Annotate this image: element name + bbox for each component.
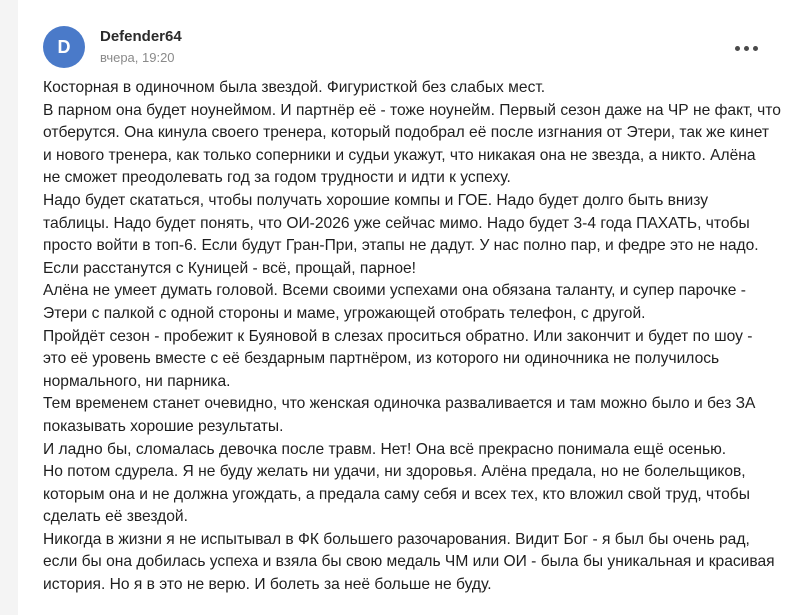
- comment-line: которым она и не должна угождать, а предала саму себя и всех тех, кто вложил свой труд, чтобы: [43, 485, 750, 503]
- comment-line: Надо будет скататься, чтобы получать хорошие компы и ГОЕ. Надо будет долго быть внизу: [43, 191, 709, 209]
- comment-line: Пройдёт сезон - пробежит к Буяновой в слезах проситься обратно. Или закончит и будет по шоу -: [43, 327, 753, 345]
- comment-line: это её уровень вместе с её бездарным партнёром, из которого ни одиночника не получилось: [43, 350, 720, 368]
- comment-line: таблицы. Надо будет понять, что ОИ-2026 уже сейчас мимо. Надо будет 3-4 года ПАХАТЬ, чтобы: [43, 214, 750, 232]
- comment-line: Алёна не умеет думать головой. Всеми своими успехами она обязана таланту, и супер парочке -: [43, 282, 747, 300]
- comment-header: [43, 26, 763, 70]
- more-horizontal-icon[interactable]: [733, 38, 761, 58]
- comment-line: Тем временем станет очевидно, что женская одиночка разваливается и там можно было и без ЗА: [43, 395, 756, 413]
- comment-card: [18, 0, 788, 615]
- comment-text: [43, 77, 781, 597]
- comment-line: показывать хорошие результаты.: [43, 417, 284, 435]
- comment-line: Косторная в одиночном была звездой. Фигуристкой без слабых мест.: [43, 79, 546, 96]
- comment-time: вчера, 19:20: [100, 50, 175, 65]
- comment-line: и нового тренера, как только соперники и судьи укажут, что никакая она не звезда, а никто. Алёна: [43, 146, 756, 164]
- comment-line: история. Но я в это не верю. И болеть за неё больше не буду.: [43, 576, 492, 594]
- comment-line: не сможет преодолевать год за годом трудности и идти к успеху.: [43, 169, 511, 187]
- more-dot: [753, 46, 758, 51]
- comment-line: Этери с палкой с одной стороны и маме, угрожающей отобрать телефон, с другой.: [43, 304, 646, 322]
- more-dot: [744, 46, 749, 51]
- comment-line: просто войти в топ-6. Если будут Гран-При, этапы не дадут. У нас полно пар, и федре это не надо.: [43, 237, 759, 255]
- comment-line: отберутся. Она кинула своего тренера, который подобрал её после изгнания от Этери, так же кинет: [43, 124, 770, 142]
- comment-line: В парном она будет ноунеймом. И партнёр её - тоже ноунейм. Первый сезон даже на ЧР не факт, что: [43, 101, 781, 119]
- comment-line: Но потом сдурела. Я не буду желать ни удачи, ни здоровья. Алёна предала, но не болельщиков,: [43, 463, 746, 481]
- comment-line: И ладно бы, сломалась девочка после травм. Нет! Она всё прекрасно понимала ещё осенью.: [43, 440, 727, 458]
- author-name[interactable]: Defender64: [100, 28, 182, 45]
- comment-line: нормального, ни парника.: [43, 372, 231, 390]
- more-dot: [735, 46, 740, 51]
- comment-line: Никогда в жизни я не испытывал в ФК большего разочарования. Видит Бог - я был бы очень рад,: [43, 530, 750, 548]
- comment-line: сделать её звездой.: [43, 508, 188, 526]
- comment-line: Если расстанутся с Куницей - всё, прощай, парное!: [43, 259, 417, 277]
- comment-line: если бы она добилась успеха и взяла бы свою медаль ЧМ или ОИ - была бы уникальная и красивая: [43, 553, 775, 571]
- avatar[interactable]: D: [43, 26, 85, 68]
